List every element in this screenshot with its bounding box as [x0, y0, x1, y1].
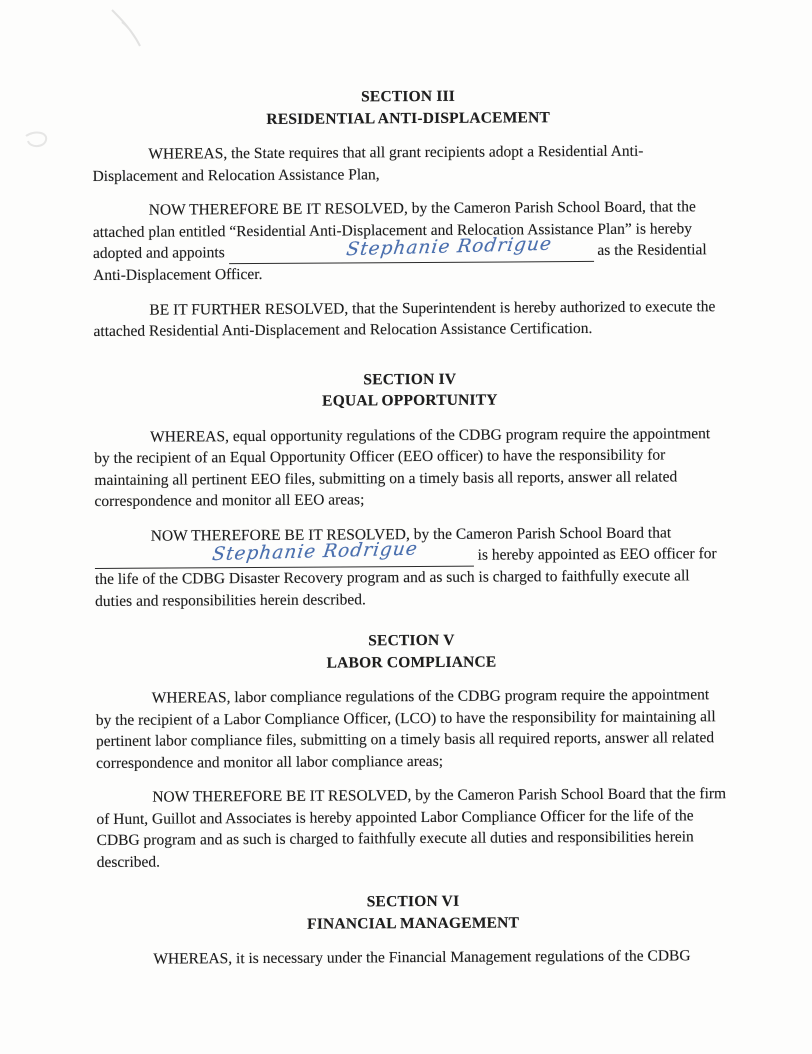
- section-4-signature-line: [95, 538, 474, 569]
- section-5-heading: [95, 628, 727, 675]
- section-4-resolved-paragraph: [95, 522, 728, 612]
- section-3-resolved-paragraph: [93, 196, 726, 286]
- section-3-further-resolved-paragraph: BE IT FURTHER RESOLVED, that the Superintendent is hereby authorized to execute the attached Residential Anti-Displacement and Relocation Assistance Certification.: [93, 297, 716, 340]
- section-5-whereas-paragraph: WHEREAS, labor compliance regulations of the CDBG program require the appointment by the recipient of a Labor Compliance Officer, (LCO) to have the responsibility for maintaining all pertinent labor compliance files, submitting on a timely basis all required reports, answer all related correspondence and monitor all labor compliance areas;: [95, 686, 716, 772]
- section-5-resolved-paragraph: NOW THEREFORE BE IT RESOLVED, by the Cameron Parish School Board that the firm of Hunt, Guillot and Associates is hereby appointed Labor Compliance Officer for the life of the CDBG program and as such is charged to faithfully execute all duties and responsibilities herein described.: [96, 785, 727, 871]
- section-3-heading: [92, 84, 724, 131]
- section-6-title: FINANCIAL MANAGEMENT: [307, 913, 520, 933]
- section-4-whereas-paragraph: WHEREAS, equal opportunity regulations of the CDBG program require the appointment by the recipient of an Equal Opportunity Officer (EEO officer) to have the responsibility for maintaining all pertinent EEO files, submitting on a timely basis all reports, answer all related correspondence and monitor all EEO areas;: [94, 424, 711, 510]
- section-4-signature-handwriting: Stephanie Rodrigue: [210, 538, 420, 566]
- section-3-signature-handwriting: Stephanie Rodrigue: [344, 233, 553, 261]
- section-6-whereas-paragraph: WHEREAS, it is necessary under the Financial Management regulations of the CDBG: [153, 947, 691, 968]
- section-4-title: EQUAL OPPORTUNITY: [322, 391, 498, 410]
- section-4-resolved-text-before: NOW THEREFORE BE IT RESOLVED, by the Cameron Parish School Board that: [150, 523, 672, 545]
- section-4-resolved-text-after: is hereby appointed as EEO officer for the life of the CDBG Disaster Recovery program and as such is charged to faithfully execute all duties and responsibilities herein described.: [94, 545, 717, 610]
- section-6-number: SECTION VI: [366, 892, 460, 911]
- section-5-number: SECTION V: [368, 631, 455, 650]
- section-5-title: LABOR COMPLIANCE: [326, 653, 497, 672]
- section-3-title: RESIDENTIAL ANTI-DISPLACEMENT: [266, 108, 551, 128]
- section-3-signature-line: [229, 233, 594, 264]
- section-6-heading: [97, 889, 729, 936]
- section-4-number: SECTION IV: [363, 370, 457, 388]
- document-content: [92, 84, 729, 983]
- section-3-resolved-text-before: NOW THEREFORE BE IT RESOLVED, by the Cameron Parish School Board, that the attached plan entitled “Residential Anti-Displacement and Relocation Assistance Plan” is hereby adopted and appoints: [92, 198, 696, 262]
- section-3-whereas-paragraph: WHEREAS, the State requires that all grant recipients adopt a Residential Anti-Displacement and Relocation Assistance Plan,: [92, 142, 644, 185]
- section-3-resolved-text-after: as the Residential Anti-Displacement Officer.: [93, 241, 707, 284]
- section-4-heading: [94, 367, 726, 414]
- section-3-number: SECTION III: [361, 87, 456, 106]
